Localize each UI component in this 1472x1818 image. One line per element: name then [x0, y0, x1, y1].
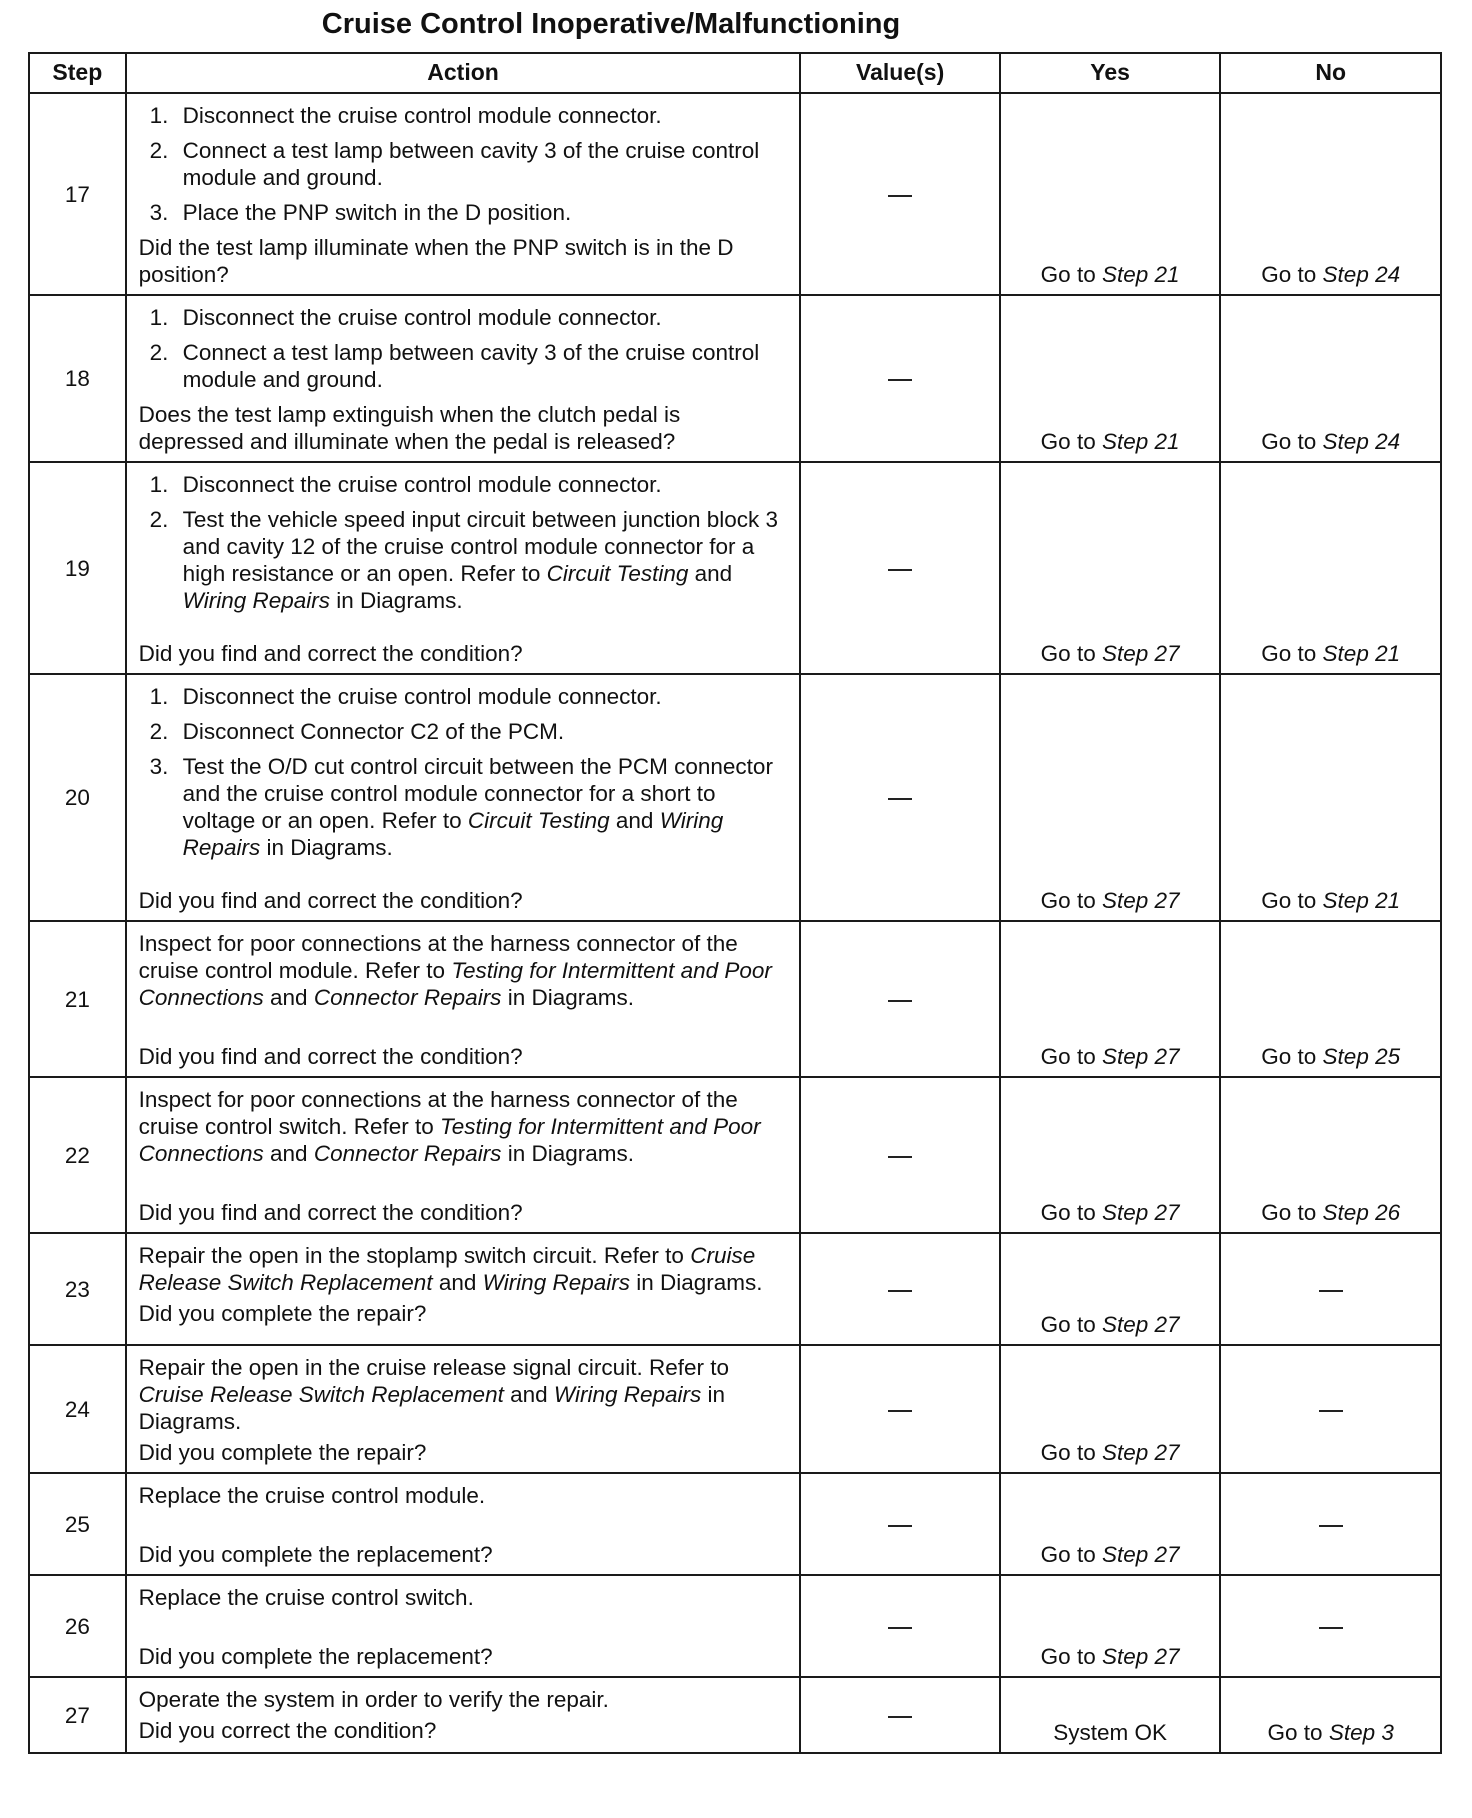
action-question: Did you complete the repair?: [138, 1301, 427, 1326]
action-question: Did you find and correct the condition?: [138, 888, 523, 913]
yes-cell: Go to Step 21: [1000, 295, 1221, 462]
no-cell: Go to Step 25: [1220, 921, 1441, 1077]
action-question: Did you find and correct the condition?: [138, 1200, 523, 1225]
dash-mark: [1319, 1290, 1343, 1292]
table-row: [29, 1575, 1441, 1677]
dash-mark: [888, 798, 912, 800]
no-cell: Go to Step 24: [1220, 93, 1441, 295]
action-list: [139, 683, 792, 861]
step-number: 26: [29, 1575, 126, 1677]
yes-cell: Go to Step 27: [1000, 1345, 1221, 1473]
dash-mark: [888, 1525, 912, 1527]
no-cell: [1220, 1345, 1441, 1473]
header-no: No: [1220, 53, 1441, 93]
yes-cell: Go to Step 27: [1000, 462, 1221, 674]
step-number: 22: [29, 1077, 126, 1233]
value-cell: [800, 1233, 999, 1345]
list-item: 2. Test the vehicle speed input circuit between junction block 3 and cavity 12 of the cruise control module connector for a high resistance or an open. Refer to Circuit Testing and Wiring Repairs in Diagrams.: [175, 506, 792, 614]
action-cell: Repair the open in the cruise release signal circuit. Refer to Cruise Release Switch Replacement and Wiring Repairs in Diagrams. Did you complete the repair?: [126, 1345, 801, 1473]
list-item: 1. Disconnect the cruise control module connector.: [175, 102, 792, 129]
value-cell: [800, 93, 999, 295]
step-number: 24: [29, 1345, 126, 1473]
action-question: Did you find and correct the condition?: [138, 641, 523, 666]
action-cell: Replace the cruise control switch. Did you complete the replacement?: [126, 1575, 801, 1677]
table-row: [29, 1077, 1441, 1233]
dash-mark: [1319, 1525, 1343, 1527]
action-question: Does the test lamp extinguish when the clutch pedal is depressed and illuminate when the pedal is released?: [138, 402, 681, 454]
action-cell: [126, 674, 801, 921]
action-question: Did the test lamp illuminate when the PNP switch is in the D position?: [138, 235, 734, 287]
list-item: 2. Connect a test lamp between cavity 3 of the cruise control module and ground.: [175, 339, 792, 393]
no-cell: Go to Step 21: [1220, 674, 1441, 921]
dash-mark: [888, 569, 912, 571]
dash-mark: [888, 1716, 912, 1718]
dash-mark: [888, 1000, 912, 1002]
table-row: [29, 1473, 1441, 1575]
table-row: [29, 1345, 1441, 1473]
value-cell: [800, 1677, 999, 1753]
dash-mark: [1319, 1627, 1343, 1629]
dash-mark: [888, 195, 912, 197]
table-row: [29, 93, 1441, 295]
action-list: [139, 304, 792, 393]
list-item: 1. Disconnect the cruise control module connector.: [175, 683, 792, 710]
action-cell: Operate the system in order to verify the repair. Did you correct the condition?: [126, 1677, 801, 1753]
step-number: 17: [29, 93, 126, 295]
table-row: [29, 462, 1441, 674]
action-list: [139, 471, 792, 614]
action-cell: Inspect for poor connections at the harness connector of the cruise control module. Refer to Testing for Intermittent and Poor Connections and Connector Repairs in Diagrams. Did you find and correct the condition?: [126, 921, 801, 1077]
value-cell: [800, 1473, 999, 1575]
yes-cell: Go to Step 27: [1000, 1473, 1221, 1575]
no-cell: Go to Step 3: [1220, 1677, 1441, 1753]
action-cell: Repair the open in the stoplamp switch circuit. Refer to Cruise Release Switch Replacement and Wiring Repairs in Diagrams. Did you complete the repair?: [126, 1233, 801, 1345]
action-cell: Inspect for poor connections at the harness connector of the cruise control switch. Refer to Testing for Intermittent and Poor Connections and Connector Repairs in Diagrams. Did you find and correct the condition?: [126, 1077, 801, 1233]
list-item: 2. Disconnect Connector C2 of the PCM.: [175, 718, 792, 745]
dash-mark: [1319, 1410, 1343, 1412]
dash-mark: [888, 1627, 912, 1629]
dash-mark: [888, 1156, 912, 1158]
yes-cell: Go to Step 27: [1000, 674, 1221, 921]
dash-mark: [888, 1290, 912, 1292]
no-cell: Go to Step 21: [1220, 462, 1441, 674]
header-action: Action: [126, 53, 801, 93]
value-cell: [800, 462, 999, 674]
action-cell: Replace the cruise control module. Did you complete the replacement?: [126, 1473, 801, 1575]
value-cell: [800, 921, 999, 1077]
yes-cell: Go to Step 27: [1000, 1233, 1221, 1345]
table-row: [29, 921, 1441, 1077]
step-number: 21: [29, 921, 126, 1077]
list-item: 3. Test the O/D cut control circuit between the PCM connector and the cruise control module connector for a short to voltage or an open. Refer to Circuit Testing and Wiring Repairs in Diagrams.: [175, 753, 792, 861]
table-row: [29, 295, 1441, 462]
step-number: 20: [29, 674, 126, 921]
yes-cell: Go to Step 27: [1000, 1077, 1221, 1233]
yes-cell: Go to Step 27: [1000, 921, 1221, 1077]
no-cell: [1220, 1473, 1441, 1575]
step-number: 18: [29, 295, 126, 462]
list-item: 1. Disconnect the cruise control module connector.: [175, 304, 792, 331]
action-list: [139, 102, 792, 226]
dash-mark: [888, 379, 912, 381]
action-cell: [126, 93, 801, 295]
action-question: Did you find and correct the condition?: [138, 1044, 523, 1069]
value-cell: [800, 674, 999, 921]
table-row: [29, 1677, 1441, 1753]
header-step: Step: [29, 53, 126, 93]
no-cell: [1220, 1233, 1441, 1345]
table-header-row: [29, 53, 1441, 93]
step-number: 23: [29, 1233, 126, 1345]
no-cell: [1220, 1575, 1441, 1677]
diagnostic-table: [28, 52, 1442, 1754]
action-question: Did you complete the replacement?: [138, 1542, 493, 1567]
table-row: [29, 1233, 1441, 1345]
action-question: Did you complete the replacement?: [138, 1644, 493, 1669]
action-cell: [126, 462, 801, 674]
action-cell: [126, 295, 801, 462]
table-row: [29, 674, 1441, 921]
no-cell: Go to Step 24: [1220, 295, 1441, 462]
yes-cell: Go to Step 27: [1000, 1575, 1221, 1677]
value-cell: [800, 1077, 999, 1233]
yes-cell: Go to Step 21: [1000, 93, 1221, 295]
step-number: 27: [29, 1677, 126, 1753]
action-question: Did you correct the condition?: [138, 1718, 437, 1743]
list-item: 3. Place the PNP switch in the D position.: [175, 199, 792, 226]
header-yes: Yes: [1000, 53, 1221, 93]
yes-cell: System OK: [1000, 1677, 1221, 1753]
header-values: Value(s): [800, 53, 999, 93]
action-question: Did you complete the repair?: [138, 1440, 427, 1465]
value-cell: [800, 1345, 999, 1473]
list-item: 1. Disconnect the cruise control module connector.: [175, 471, 792, 498]
value-cell: [800, 1575, 999, 1677]
dash-mark: [888, 1410, 912, 1412]
step-number: 25: [29, 1473, 126, 1575]
list-item: 2. Connect a test lamp between cavity 3 of the cruise control module and ground.: [175, 137, 792, 191]
no-cell: Go to Step 26: [1220, 1077, 1441, 1233]
value-cell: [800, 295, 999, 462]
step-number: 19: [29, 462, 126, 674]
document-title: Cruise Control Inoperative/Malfunctioning: [321, 8, 901, 40]
